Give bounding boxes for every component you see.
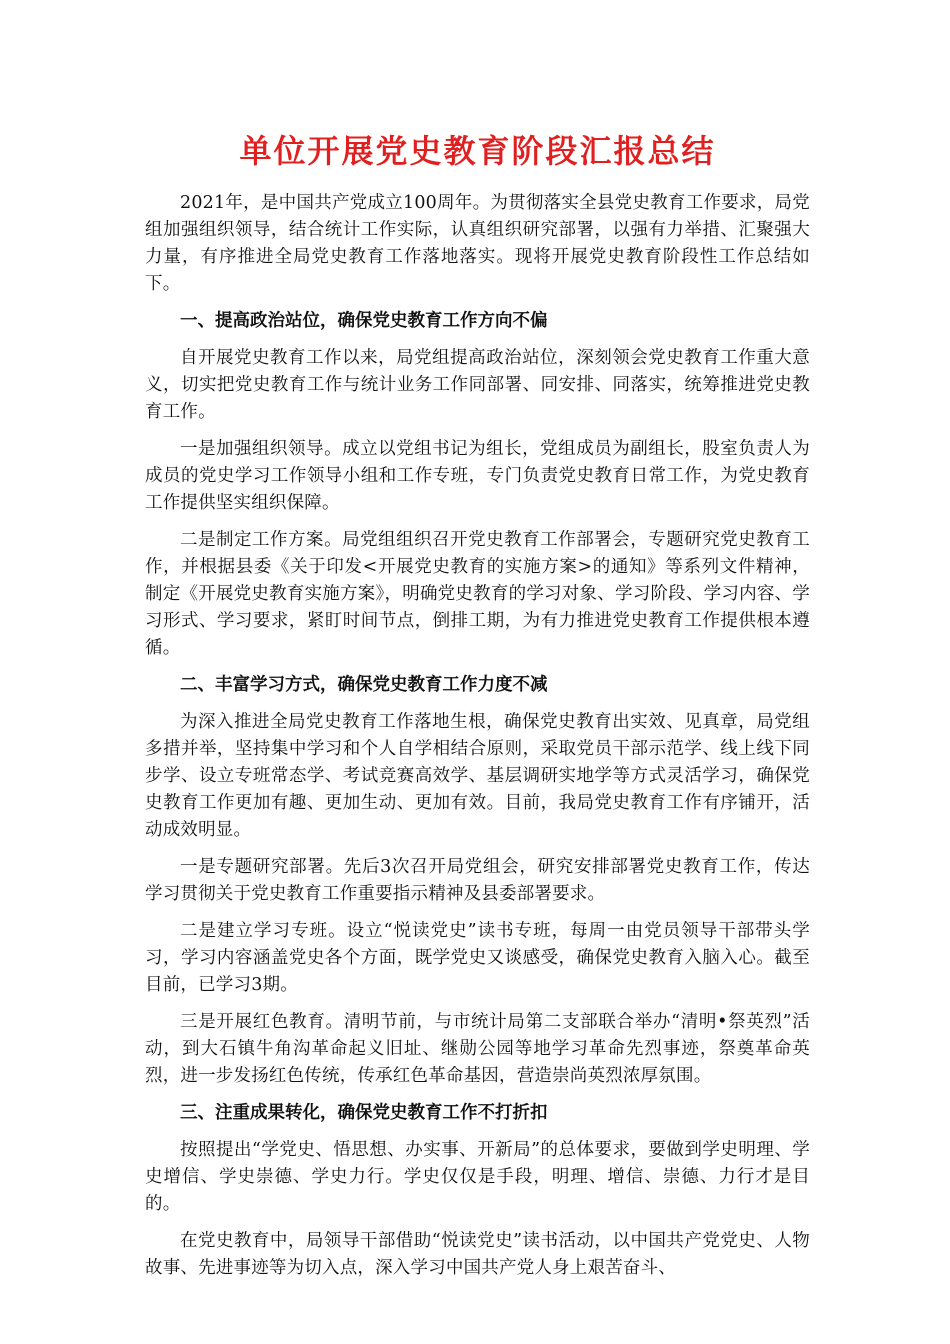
section-2-paragraph-3: 二是建立学习专班。设立“悦读党史”读书专班，每周一由党员领导干部带头学习，学习内容涵盖党史各个方面，既学党史又谈感受，确保党史教育入脑入心。截至目前，已学习3期。	[145, 921, 810, 996]
section-3-paragraph-2: 在党史教育中，局领导干部借助“悦读党史”读书活动，以中国共产党党史、人物故事、先进事迹等为切入点，深入学习中国共产党人身上艰苦奋斗、	[145, 1231, 810, 1279]
section-2-heading: 二、丰富学习方式，确保党史教育工作力度不减	[180, 675, 548, 696]
section-2-paragraph-4: 三是开展红色教育。清明节前，与市统计局第二支部联合举办“清明•祭英烈”活动，到大石镇牛角沟革命起义旧址、继勋公园等地学习革命先烈事迹，祭奠革命英烈，进一步发扬红色传统，传承红色革命基因，营造崇尚英烈浓厚氛围。	[145, 1012, 810, 1087]
document-body	[145, 132, 810, 1292]
section-1-paragraph-1: 自开展党史教育工作以来，局党组提高政治站位，深刻领会党史教育工作重大意义，切实把党史教育工作与统计业务工作同部署、同安排、同落实，统筹推进党史教育工作。	[145, 348, 810, 423]
section-3-heading: 三、注重成果转化，确保党史教育工作不打折扣	[180, 1103, 548, 1124]
section-3-paragraph-1: 按照提出“学党史、悟思想、办实事、开新局”的总体要求，要做到学史明理、学史增信、学史崇德、学史力行。学史仅仅是手段，明理、增信、崇德、力行才是目的。	[145, 1140, 810, 1215]
section-1-paragraph-3: 二是制定工作方案。局党组组织召开党史教育工作部署会，专题研究党史教育工作，并根据县委《关于印发<开展党史教育的实施方案>的通知》等系列文件精神，制定《开展党史教育实施方案》，明确党史教育的学习对象、学习阶段、学习内容、学习形式、学习要求，紧盯时间节点，倒排工期，为有力推进党史教育工作提供根本遵循。	[145, 530, 810, 659]
section-1-paragraph-2: 一是加强组织领导。成立以党组书记为组长，党组成员为副组长，股室负责人为成员的党史学习工作领导小组和工作专班，专门负责党史教育日常工作，为党史教育工作提供坚实组织保障。	[145, 439, 810, 514]
section-1-heading: 一、提高政治站位，确保党史教育工作方向不偏	[180, 311, 548, 332]
section-2-paragraph-2: 一是专题研究部署。先后3次召开局党组会，研究安排部署党史教育工作，传达学习贯彻关于党史教育工作重要指示精神及县委部署要求。	[145, 857, 810, 905]
document-title: 单位开展党史教育阶段汇报总结	[239, 132, 716, 170]
section-2-paragraph-1: 为深入推进全局党史教育工作落地生根，确保党史教育出实效、见真章，局党组多措并举，坚持集中学习和个人自学相结合原则，采取党员干部示范学、线上线下同步学、设立专班常态学、考试竞赛高效学、基层调研实地学等方式灵活学习，确保党史教育工作更加有趣、更加生动、更加有效。目前，我局党史教育工作有序铺开，活动成效明显。	[145, 712, 810, 841]
intro-paragraph: 2021年，是中国共产党成立100周年。为贯彻落实全县党史教育工作要求，局党组加强组织领导，结合统计工作实际，认真组织研究部署，以强有力举措、汇聚强大力量，有序推进全局党史教育工作落地落实。现将开展党史教育阶段性工作总结如下。	[145, 193, 810, 295]
